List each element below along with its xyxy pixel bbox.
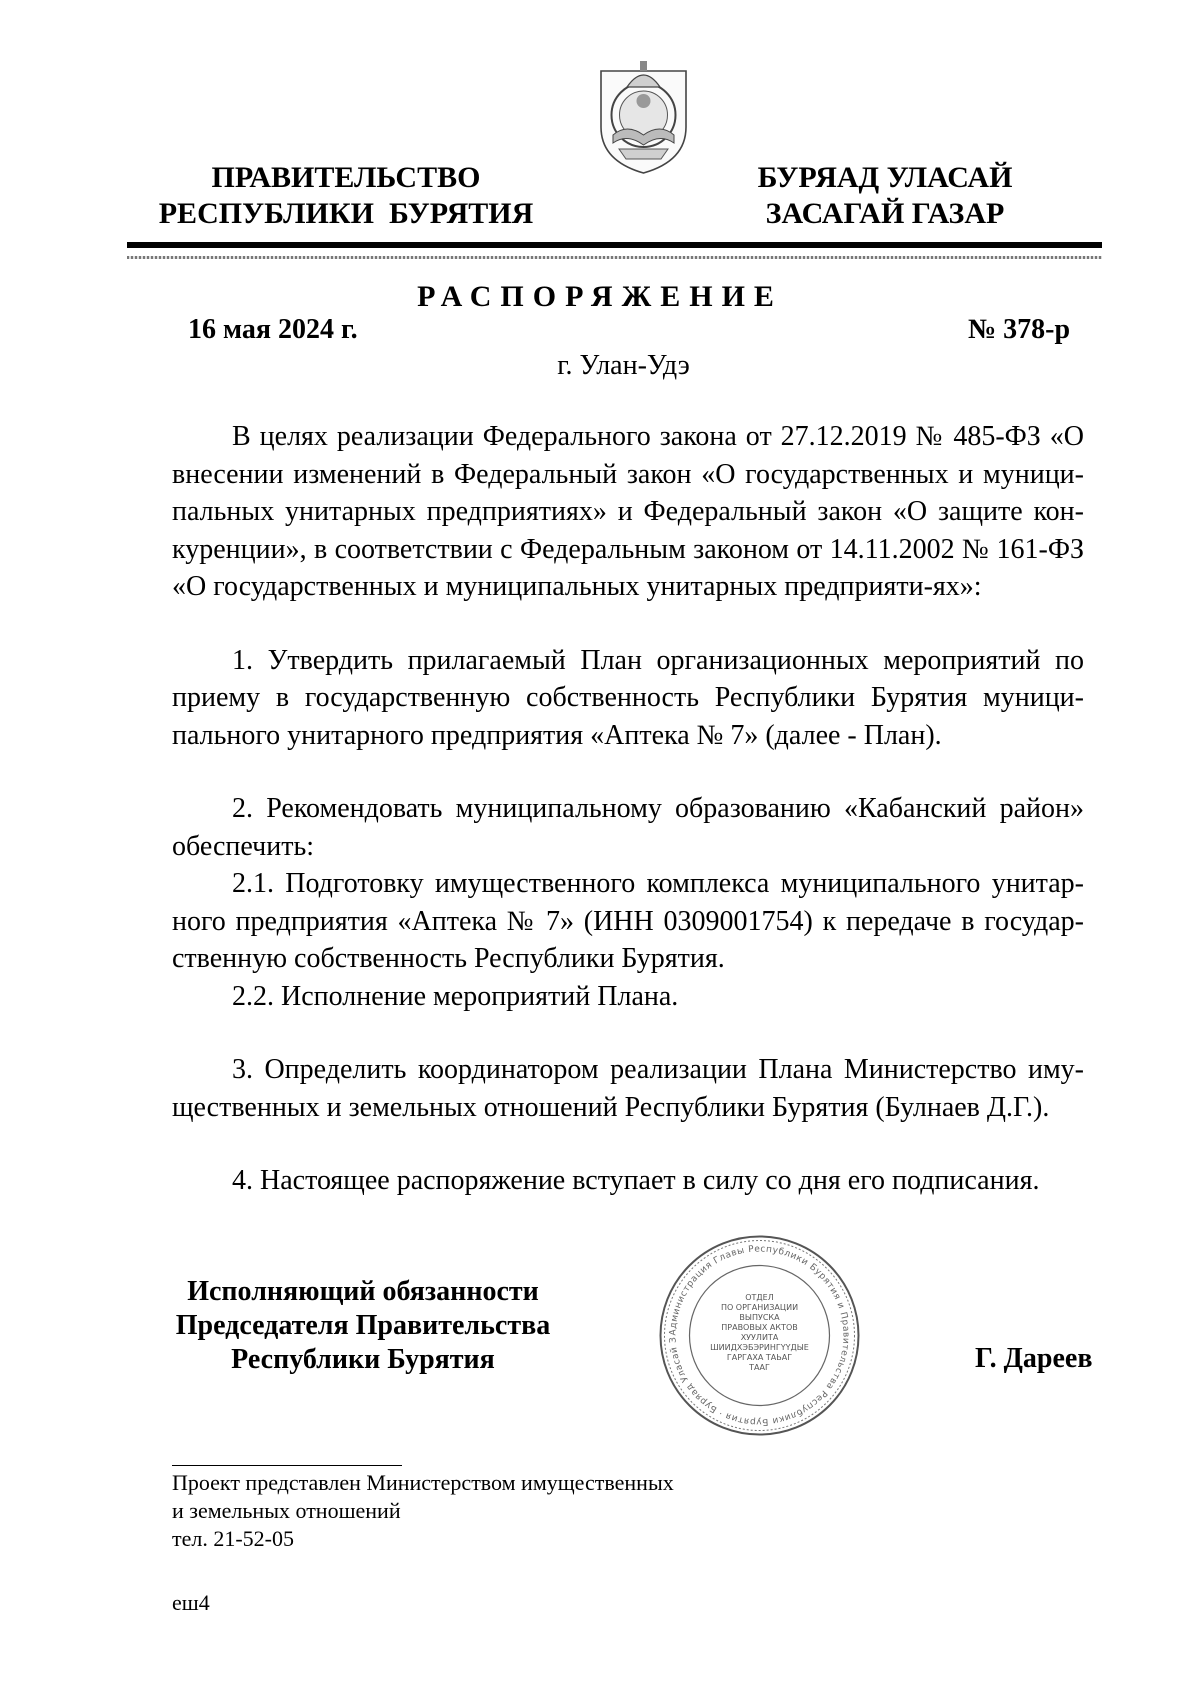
header-right-line2: ЗАСАГАЙ ГАЗАР <box>765 197 1005 230</box>
item-1-paragraph: 1. Утвердить прилагаемый План организационных мероприятий по приему в государственную собственность Республики Бурятия муници-пального унитарного предприятия «Аптека № 7» (далее - План). <box>172 644 1084 751</box>
stamp-center-line: ГАРГАХА ТАЬАГ <box>726 1353 793 1362</box>
header-left-line1: ПРАВИТЕЛЬСТВО <box>211 161 481 194</box>
signatory-name: Г. Дареев <box>975 1343 1093 1374</box>
document-city: г. Улан-Удэ <box>557 350 690 381</box>
document-body <box>172 418 1084 1200</box>
item-2-1-paragraph: 2.1. Подготовку имущественного комплекса муниципального унитар-ного предприятия «Аптека № 7» (ИНН 0309001754) к передаче в государ-ственную собственность Республики Бурятия. <box>172 868 1084 974</box>
footer-line1: Проект представлен Министерством имущественных <box>172 1470 674 1495</box>
item-2-2-paragraph: 2.2. Исполнение мероприятий Плана. <box>232 980 679 1012</box>
footer-line2: и земельных отношений <box>172 1498 401 1523</box>
item-2-paragraph: 2. Рекомендовать муниципальному образованию «Кабанский район» обеспечить: <box>172 793 1084 862</box>
header-divider-thin <box>127 256 1102 259</box>
header-left <box>150 160 542 232</box>
stamp-center-line: ТААГ <box>749 1363 770 1372</box>
official-stamp <box>657 1234 862 1437</box>
signatory-title-line1: Исполняющий обязанности <box>187 1276 539 1307</box>
footer-code: еш4 <box>172 1590 210 1615</box>
stamp-center-line: ХУУЛИТА <box>740 1333 779 1342</box>
signatory-title-line2: Председателя Правительства <box>175 1310 551 1341</box>
document-date: 16 мая 2024 г. <box>188 314 358 345</box>
header-right-line1: БУРЯАД УЛАСАЙ <box>757 161 1013 194</box>
document-number: № 378-р <box>968 314 1071 345</box>
signatory-title <box>165 1275 561 1377</box>
stamp-center-line: ОТДЕЛ <box>745 1293 774 1302</box>
header-divider-thick <box>127 242 1102 248</box>
stamp-ring-text: Администрация Главы Республики Бурятия и Правительства Республики Бурятия · Буряад Уласай З <box>668 1244 851 1427</box>
header-right <box>735 160 1035 232</box>
document-type-title: РАСПОРЯЖЕНИЕ <box>417 280 783 313</box>
item-3-paragraph: 3. Определить координатором реализации Плана Министерство иму-щественных и земельных отношений Республики Бурятия (Булнаев Д.Г.). <box>172 1054 1084 1123</box>
header-left-line2: РЕСПУБЛИКИ БУРЯТИЯ <box>158 197 534 230</box>
signatory-title-line3: Республики Бурятия <box>231 1344 495 1375</box>
item-4-paragraph: 4. Настоящее распоряжение вступает в силу со дня его подписания. <box>232 1165 1040 1196</box>
footer-divider <box>172 1465 402 1466</box>
stamp-center-line: ШИИДХЭБЭРИНГҮҮДЫЕ <box>710 1343 809 1352</box>
stamp-center-line: ПРАВОВЫХ АКТОВ <box>721 1323 798 1332</box>
footer-line3: тел. 21-52-05 <box>172 1526 295 1551</box>
footer-note <box>172 1469 674 1553</box>
stamp-center-line: ВЫПУСКА <box>739 1313 780 1322</box>
coat-of-arms-emblem <box>597 57 690 175</box>
stamp-center-line: ПО ОРГАНИЗАЦИИ <box>720 1303 799 1312</box>
preamble-paragraph: В целях реализации Федерального закона от 27.12.2019 № 485-ФЗ «О внесении изменений в Федеральный закон «О государственных и муници-пальных унитарных предприятиях» и Федеральный закон «О защите кон-куренции», в соответствии с Федеральным законом от 14.11.2002 № 161-ФЗ «О государственных и муниципальных унитарных предприяти-ях»: <box>172 421 1084 602</box>
